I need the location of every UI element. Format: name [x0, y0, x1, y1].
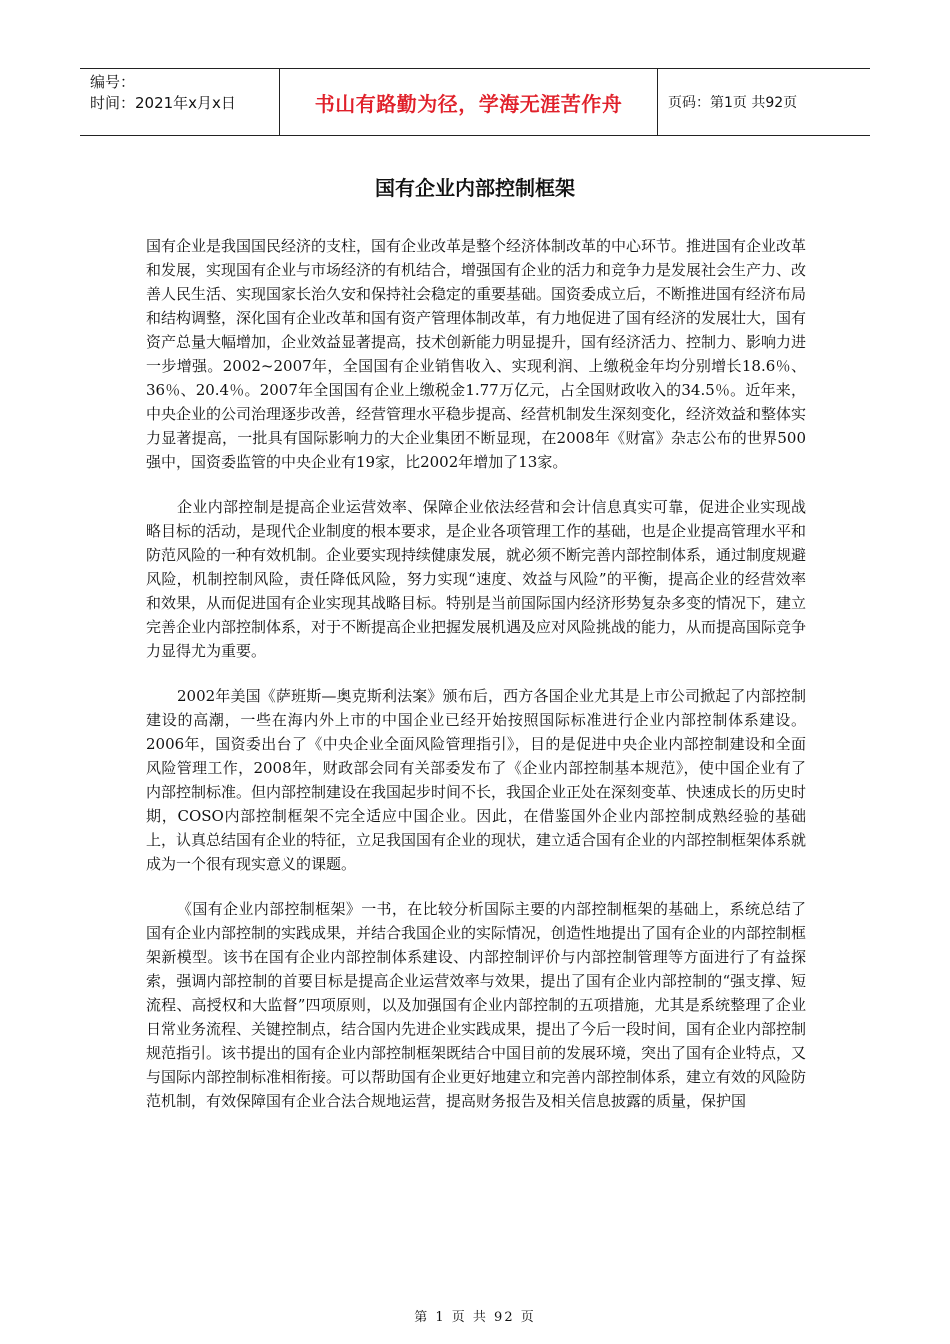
header-page-info: 页码：第1页 共92页 — [668, 95, 798, 111]
paragraph-2: 企业内部控制是提高企业运营效率、保障企业依法经营和会计信息真实可靠，促进企业实现战略目标的活动，是现代企业制度的根本要求，是企业各项管理工作的基础，也是企业提高管理水平和防范风险的一种有效机制。企业要实现持续健康发展，就必须不断完善内部控制体系，通过制度规避风险，机制控制风险，责任降低风险，努力实现“速度、效益与风险”的平衡，提高企业的经营效率和效果，从而促进国有企业实现其战略目标。特别是当前国际国内经济形势复杂多变的情况下，建立完善企业内部控制体系，对于不断提高企业把握发展机遇及应对风险挑战的能力，从而提高国际竞争力显得尤为重要。 — [146, 498, 807, 660]
paragraph-1: 国有企业是我国国民经济的支柱，国有企业改革是整个经济体制改革的中心环节。推进国有企业改革和发展，实现国有企业与市场经济的有机结合，增强国有企业的活力和竞争力是发展社会生产力、改善人民生活、实现国家长治久安和保持社会稳定的重要基础。国资委成立后，不断推进国有经济布局和结构调整，深化国有企业改革和国有资产管理体制改革，有力地促进了国有经济的发展壮大，国有资产总量大幅增加，企业效益显著提高，技术创新能力明显提升，国有经济活力、控制力、影响力进一步增强。2002~2007年，全国国有企业销售收入、实现利润、上缴税金年均分别增长18.6％、36％、20.4％。2007年全国国有企业上缴税金1.77万亿元，占全国财政收入的34.5％。近年来，中央企业的公司治理逐步改善，经营管理水平稳步提高、经营机制发生深刻变化，经济效益和整体实力显著提高，一批具有国际影响力的大企业集团不断显现，在2008年《财富》杂志公布的世界500强中，国资委监管的中央企业有19家，比2002年增加了13家。 — [146, 237, 807, 471]
document-title: 国有企业内部控制框架 — [375, 176, 575, 200]
document-body — [146, 234, 806, 1134]
paragraph-4: 《国有企业内部控制框架》一书，在比较分析国际主要的内部控制框架的基础上，系统总结了国有企业内部控制的实践成果，并结合我国企业的实际情况，创造性地提出了国有企业的内部控制框架新模型。该书在国有企业内部控制体系建设、内部控制评价与内部控制管理等方面进行了有益探索，强调内部控制的首要目标是提高企业运营效率与效果，提出了国有企业内部控制的“强支撑、短流程、高授权和大监督”四项原则，以及加强国有企业内部控制的五项措施，尤其是系统整理了企业日常业务流程、关键控制点，结合国内先进企业实践成果，提出了今后一段时间，国有企业内部控制规范指引。该书提出的国有企业内部控制框架既结合中国目前的发展环境，突出了国有企业特点，又与国际内部控制标准相衔接。可以帮助国有企业更好地建立和完善内部控制体系，建立有效的风险防范机制，有效保障国有企业合法合规地运营，提高财务报告及相关信息披露的质量，保护国 — [146, 900, 807, 1110]
header-motto-cell — [280, 69, 658, 135]
header-page-info-cell — [658, 69, 870, 135]
paragraph-3: 2002年美国《萨班斯—奥克斯利法案》颁布后，西方各国企业尤其是上市公司掀起了内部控制建设的高潮，一些在海内外上市的中国企业已经开始按照国际标准进行企业内部控制体系建设。2006年，国资委出台了《中央企业全面风险管理指引》，目的是促进中央企业内部控制建设和全面风险管理工作，2008年，财政部会同有关部委发布了《企业内部控制基本规范》，使中国企业有了内部控制标准。但内部控制建设在我国起步时间不长，我国企业正处在深刻变革、快速成长的历史时期，COSO内部控制框架不完全适应中国企业。因此，在借鉴国外企业内部控制成熟经验的基础上，认真总结国有企业的特征，立足我国国有企业的现状，建立适合国有企业的内部控制框架体系就成为一个很有现实意义的课题。 — [146, 687, 807, 873]
serial-label: 编号： — [90, 73, 136, 91]
page-footer: 第 1 页 共 92 页 — [414, 1310, 536, 1325]
header-motto: 书山有路勤为径，学海无涯苦作舟 — [314, 91, 623, 116]
header-meta — [80, 69, 280, 135]
page-header — [80, 68, 870, 136]
time-label: 时间：2021年x月x日 — [90, 94, 236, 112]
